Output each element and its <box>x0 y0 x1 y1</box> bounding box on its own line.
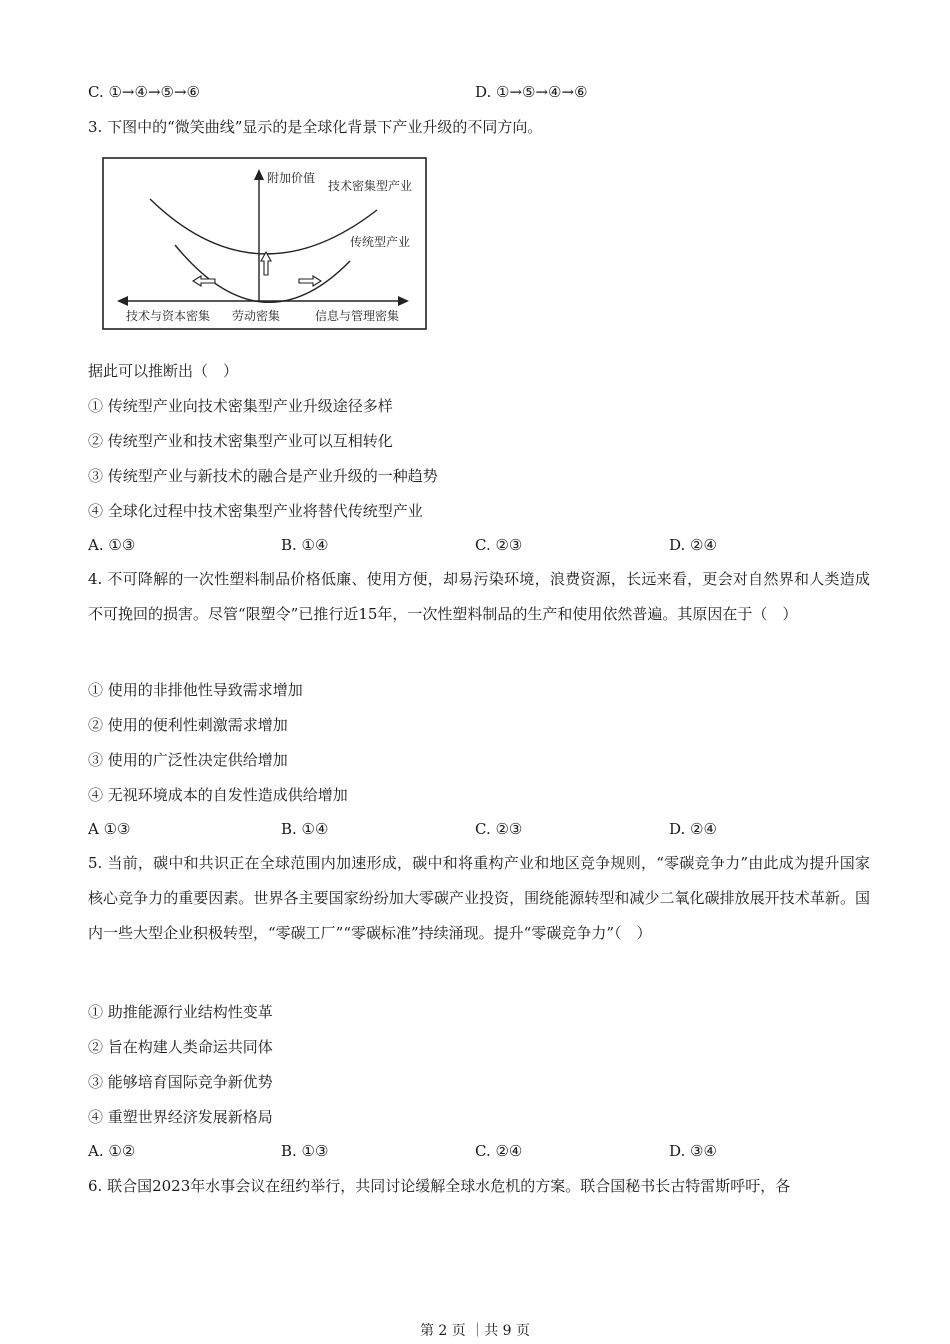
q5-option-c: C. ②④ <box>475 1142 523 1160</box>
q4-option-a: A ①③ <box>88 820 131 838</box>
x-center-label: 劳动密集 <box>232 309 281 323</box>
q4-statement-4: ④ 无视环境成本的自发性造成供给增加 <box>88 786 348 804</box>
q4-option-b: B. ①④ <box>281 820 329 838</box>
smile-curve-figure <box>100 155 430 333</box>
y-axis-label: 附加价值 <box>267 171 316 185</box>
q3-option-d: D. ②④ <box>669 536 717 554</box>
q4-stem: 4. 不可降解的一次性塑料制品价格低廉、使用方便，却易污染环境，浪费资源，长远来看，更会对自然界和人类造成不可挽回的损害。尽管“限塑令”已推行近15年，一次性塑料制品的生产和使用依然普遍。其原因在于（ ） <box>88 570 870 623</box>
q5-statement-4: ④ 重塑世界经济发展新格局 <box>88 1108 273 1126</box>
q4-statement-1: ① 使用的非排他性导致需求增加 <box>88 681 303 699</box>
q3-stem: 3. 下图中的“微笑曲线”显示的是全球化背景下产业升级的不同方向。 <box>88 118 543 136</box>
q5-option-d: D. ③④ <box>669 1142 717 1160</box>
q5-option-b: B. ①③ <box>281 1142 329 1160</box>
q5-statement-1: ① 助推能源行业结构性变革 <box>88 1003 273 1021</box>
q3-option-c: C. ②③ <box>475 536 523 554</box>
x-right-label: 信息与管理密集 <box>315 309 400 323</box>
q3-prompt: 据此可以推断出（ ） <box>88 362 239 380</box>
q3-statement-1: ① 传统型产业向技术密集型产业升级途径多样 <box>88 397 393 415</box>
q4-option-c: C. ②③ <box>475 820 523 838</box>
q3-option-a: A. ①③ <box>88 536 136 554</box>
q5-statement-2: ② 旨在构建人类命运共同体 <box>88 1038 273 1056</box>
q2-option-c: C. ①→④→⑤→⑥ <box>88 83 200 101</box>
q4-statement-3: ③ 使用的广泛性决定供给增加 <box>88 751 288 769</box>
upper-curve-label: 技术密集型产业 <box>328 179 413 193</box>
q3-statement-3: ③ 传统型产业与新技术的融合是产业升级的一种趋势 <box>88 467 438 485</box>
q4-option-d: D. ②④ <box>669 820 717 838</box>
x-left-label: 技术与资本密集 <box>126 309 211 323</box>
q3-option-b: B. ①④ <box>281 536 329 554</box>
q3-statement-4: ④ 全球化过程中技术密集型产业将替代传统型产业 <box>88 502 423 520</box>
q5-statement-3: ③ 能够培育国际竞争新优势 <box>88 1073 273 1091</box>
q4-statement-2: ② 使用的便利性刺激需求增加 <box>88 716 288 734</box>
page-footer: 第 2 页 ｜共 9 页 <box>419 1323 531 1339</box>
q5-option-a: A. ①② <box>88 1142 136 1160</box>
q2-option-d: D. ①→⑤→④→⑥ <box>475 83 588 101</box>
q6-stem: 6. 联合国2023年水事会议在纽约举行，共同讨论缓解全球水危机的方案。联合国秘书长古特雷斯呼吁，各 <box>88 1177 791 1195</box>
q3-statement-2: ② 传统型产业和技术密集型产业可以互相转化 <box>88 432 393 450</box>
lower-curve-label: 传统型产业 <box>350 235 411 249</box>
q5-stem: 5. 当前，碳中和共识正在全球范围内加速形成，碳中和将重构产业和地区竞争规则，“零碳竞争力”由此成为提升国家核心竞争力的重要因素。世界各主要国家纷纷加大零碳产业投资，围绕能源转型和减少二氧化碳排放展开技术革新。国内一些大型企业积极转型，“零碳工厂”“零碳标准”持续涌现。提升“零碳竞争力”（ ） <box>88 854 870 942</box>
